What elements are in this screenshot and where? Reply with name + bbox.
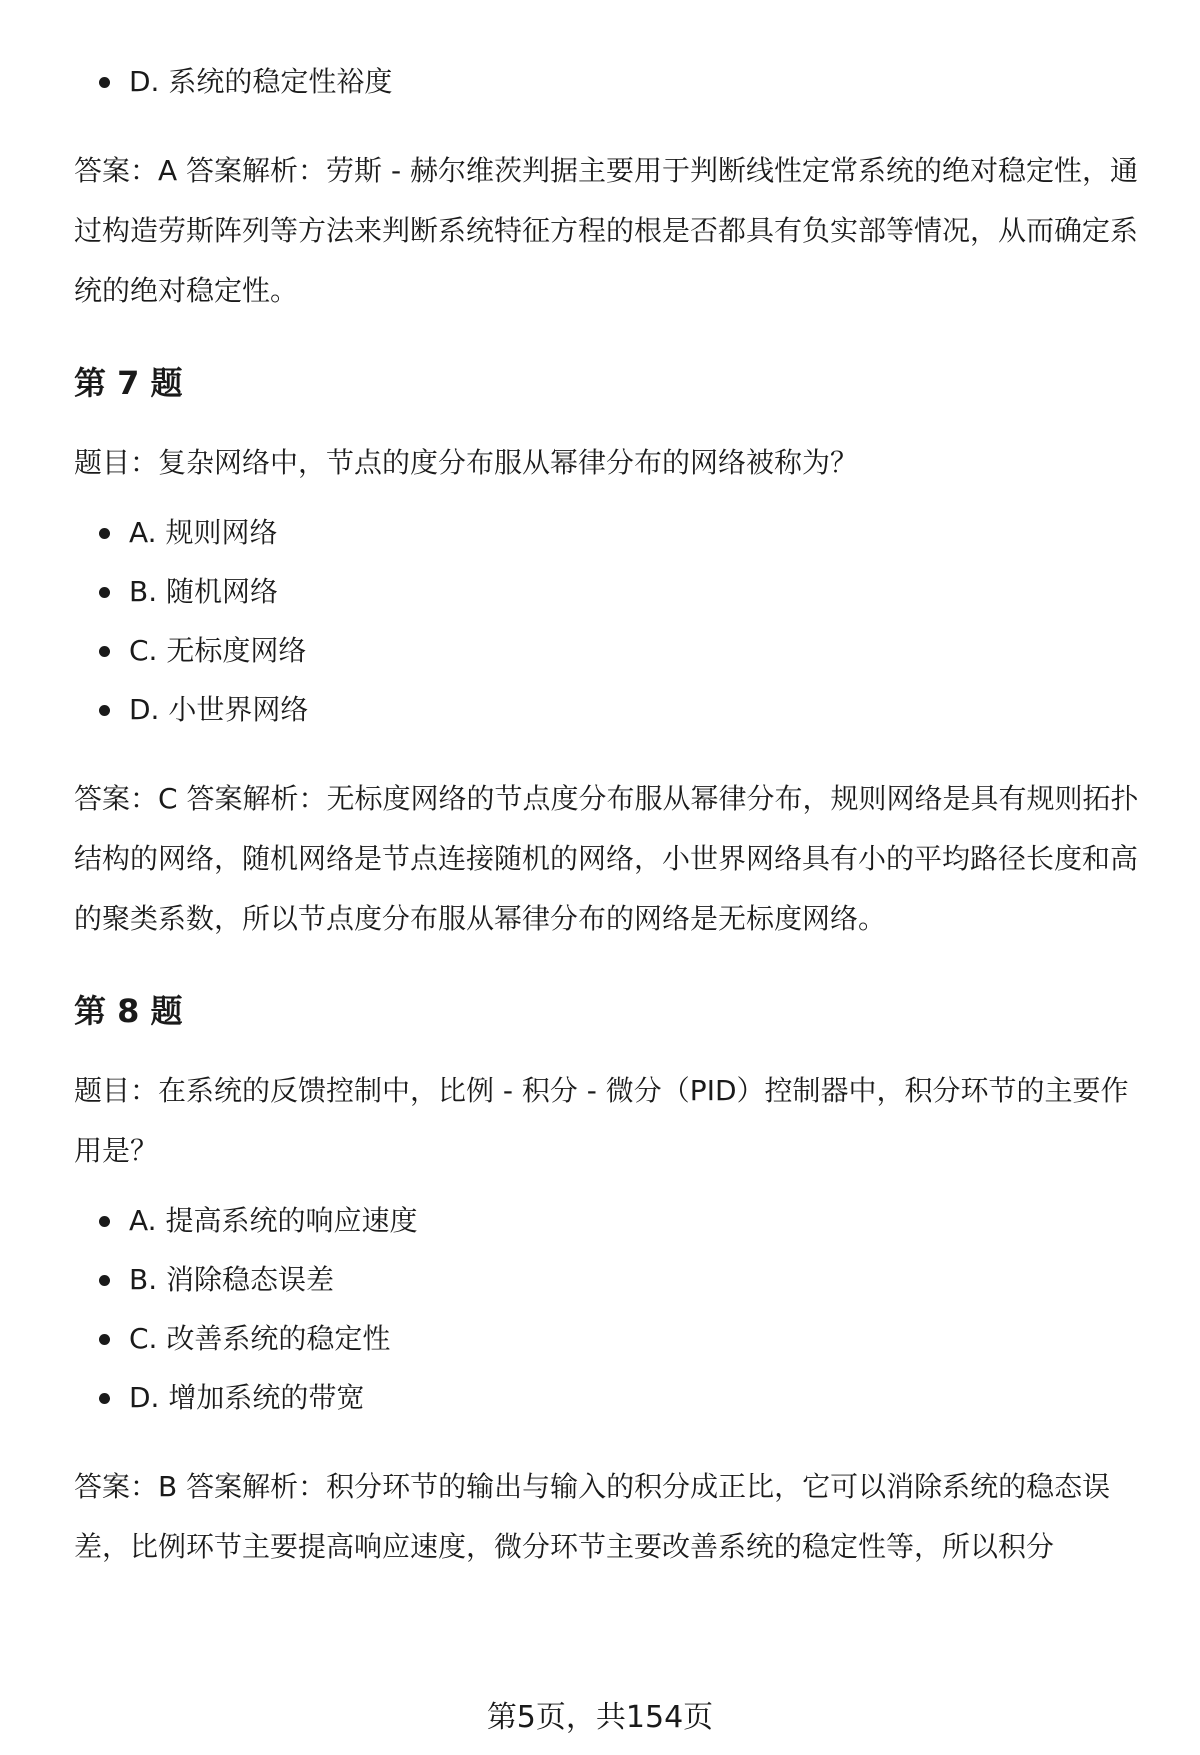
option-text: A. 规则网络 — [129, 516, 278, 549]
question-title-q8: 第 8 题 — [74, 992, 183, 1030]
page-content — [74, 62, 1154, 1577]
bullet-dot — [99, 646, 110, 657]
option-q7-b — [74, 572, 1154, 612]
page-number-footer: 第5页，共154页 — [486, 1700, 714, 1735]
option-q8-b — [74, 1260, 1154, 1300]
option-list-q8 — [74, 1201, 1154, 1418]
question-title-q7: 第 7 题 — [74, 364, 183, 402]
option-text: D. 小世界网络 — [129, 693, 309, 726]
bullet-dot — [99, 1393, 110, 1404]
option-q8-d — [74, 1378, 1154, 1418]
bullet-dot — [99, 705, 110, 716]
option-q7-d — [74, 690, 1154, 730]
bullet-dot — [99, 77, 110, 88]
option-text: C. 无标度网络 — [129, 634, 307, 667]
option-q6-d — [74, 62, 1154, 102]
option-text: D. 系统的稳定性裕度 — [129, 65, 393, 98]
option-list-q6 — [74, 62, 1154, 102]
option-text: B. 消除稳态误差 — [129, 1263, 335, 1296]
option-text: D. 增加系统的带宽 — [129, 1381, 365, 1414]
bullet-dot — [99, 1275, 110, 1286]
bullet-dot — [99, 587, 110, 598]
option-text: C. 改善系统的稳定性 — [129, 1322, 391, 1355]
answer-q8: 答案：B 答案解析：积分环节的输出与输入的积分成正比，它可以消除系统的稳态误差，比例环节主要提高响应速度，微分环节主要改善系统的稳定性等，所以积分 — [74, 1470, 1111, 1563]
bullet-dot — [99, 1216, 110, 1227]
answer-q7: 答案：C 答案解析：无标度网络的节点度分布服从幂律分布，规则网络是具有规则拓扑结构的网络，随机网络是节点连接随机的网络，小世界网络具有小的平均路径长度和高的聚类系数，所以节点度分布服从幂律分布的网络是无标度网络。 — [74, 782, 1139, 935]
option-q8-c — [74, 1319, 1154, 1359]
question-text-q7: 题目：复杂网络中，节点的度分布服从幂律分布的网络被称为？ — [74, 446, 859, 479]
option-q7-a — [74, 513, 1154, 553]
option-text: A. 提高系统的响应速度 — [129, 1204, 418, 1237]
answer-q6: 答案：A 答案解析：劳斯 - 赫尔维茨判据主要用于判断线性定常系统的绝对稳定性，通过构造劳斯阵列等方法来判断系统特征方程的根是否都具有负实部等情况，从而确定系统的绝对稳定性。 — [74, 154, 1139, 307]
option-text: B. 随机网络 — [129, 575, 279, 608]
bullet-dot — [99, 528, 110, 539]
option-list-q7 — [74, 513, 1154, 730]
option-q7-c — [74, 631, 1154, 671]
question-text-q8: 题目：在系统的反馈控制中，比例 - 积分 - 微分（PID）控制器中，积分环节的主要作用是？ — [74, 1074, 1129, 1167]
option-q8-a — [74, 1201, 1154, 1241]
bullet-dot — [99, 1334, 110, 1345]
